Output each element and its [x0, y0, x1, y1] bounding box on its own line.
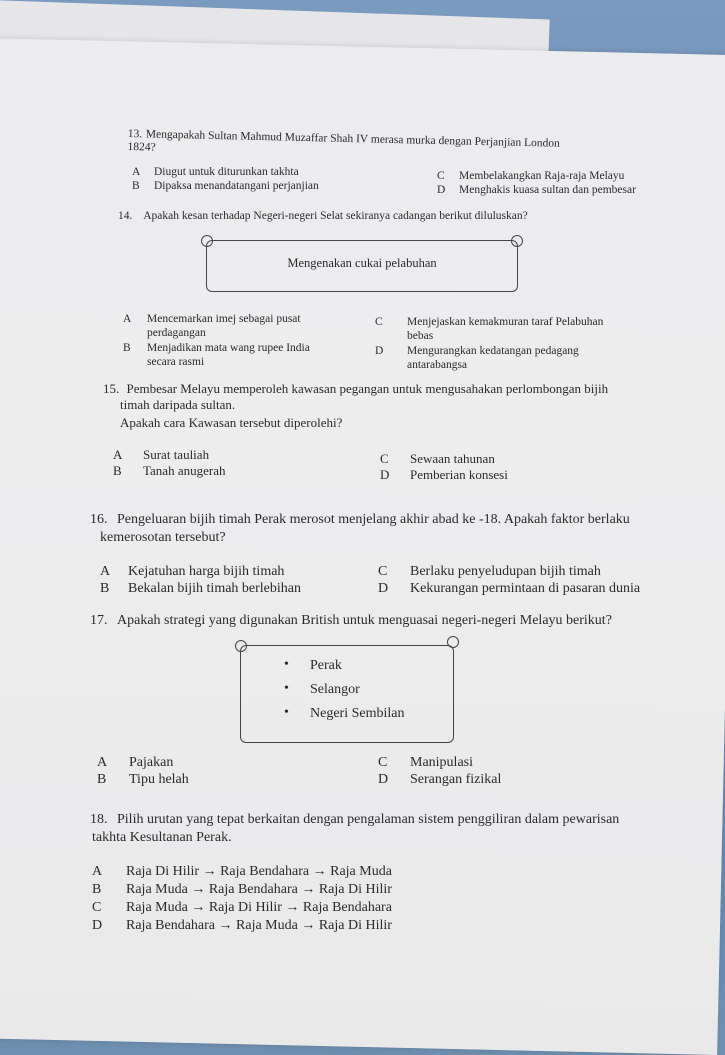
- option-text: Pemberian konsesi: [410, 467, 508, 482]
- state-item-perak: • Perak: [310, 658, 342, 674]
- q16-option-a[interactable]: [100, 564, 284, 581]
- option-text: Raja Di Hilir → Raja Bendahara → Raja Muda: [126, 864, 392, 879]
- option-text: Bekalan bijih timah berlebihan: [128, 581, 302, 596]
- q13-option-a[interactable]: [132, 166, 299, 180]
- question-16-number: 16.: [90, 512, 108, 527]
- option-text-line2: bebas: [407, 329, 434, 342]
- question-14-number: 14.: [118, 210, 133, 222]
- option-letter: B: [132, 180, 140, 192]
- q17-option-a[interactable]: [97, 755, 173, 772]
- q14-scroll-box: [206, 240, 518, 292]
- q13-option-b[interactable]: [132, 180, 319, 194]
- question-13-number: 13.: [127, 127, 143, 141]
- question-18-line2: takhta Kesultanan Perak.: [92, 830, 232, 845]
- state-item-negeri-sembilan: • Negeri Sembilan: [310, 706, 404, 722]
- state-item-selangor: • Selangor: [310, 682, 360, 698]
- question-14-text: Apakah kesan terhadap Negeri-negeri Selat sekiranya cadangan berikut diluluskan?: [143, 210, 528, 222]
- option-letter: D: [375, 345, 384, 357]
- option-text: Manipulasi: [410, 755, 473, 770]
- option-text: Raja Bendahara → Raja Muda → Raja Di Hilir: [126, 918, 392, 933]
- option-letter: C: [92, 900, 102, 915]
- question-13-text-line2: 1824?: [127, 140, 156, 154]
- question-18: [90, 811, 619, 829]
- q14-option-c[interactable]: [375, 316, 603, 344]
- question-18-line1: Pilih urutan yang tepat berkaitan dengan pengalaman sistem penggiliran dalam pewarisan: [117, 812, 620, 827]
- q13-option-c[interactable]: [437, 170, 624, 184]
- option-letter: B: [113, 463, 122, 478]
- option-letter: D: [378, 581, 389, 596]
- question-18-number: 18.: [90, 812, 108, 827]
- option-text: Pajakan: [129, 755, 174, 770]
- q15-option-b[interactable]: [113, 463, 225, 479]
- option-letter: C: [375, 316, 383, 328]
- option-text-line1: Menjejaskan kemakmuran taraf Pelabuhan: [407, 316, 604, 328]
- option-letter: A: [132, 166, 141, 178]
- q16-option-b[interactable]: [100, 581, 301, 598]
- option-text: Surat tauliah: [143, 447, 210, 462]
- option-letter: C: [378, 755, 388, 770]
- question-15-line2: timah daripada sultan.: [120, 397, 236, 412]
- q17-option-d[interactable]: [378, 772, 501, 789]
- option-text-line2: antarabangsa: [407, 358, 468, 371]
- option-text: Diugut untuk diturunkan takhta: [154, 166, 299, 178]
- q17-option-b[interactable]: [97, 772, 189, 789]
- option-letter: A: [113, 447, 123, 462]
- q15-option-c[interactable]: [380, 451, 495, 467]
- option-letter: C: [380, 451, 389, 466]
- option-text: Raja Muda → Raja Di Hilir → Raja Bendahara: [126, 900, 392, 915]
- scroll-curl-icon: [447, 636, 459, 648]
- scroll-curl-icon: [201, 235, 213, 247]
- q18-option-c[interactable]: [92, 900, 392, 917]
- option-text: Kejatuhan harga bijih timah: [128, 564, 285, 579]
- option-letter: B: [92, 882, 102, 897]
- q15-option-d[interactable]: [380, 467, 508, 483]
- option-text-line2: secara rasmi: [147, 355, 205, 368]
- question-13-text-line1: Mengapakah Sultan Mahmud Muzaffar Shah IV merasa murka dengan Perjanjian London: [145, 128, 560, 150]
- question-15-line3: Apakah cara Kawasan tersebut diperolehi?: [120, 415, 343, 430]
- q18-option-b[interactable]: [92, 882, 392, 899]
- q18-option-a[interactable]: [92, 864, 392, 881]
- option-letter: D: [92, 918, 103, 933]
- q14-option-b[interactable]: [123, 342, 310, 370]
- question-16-line1: Pengeluaran bijih timah Perak merosot menjelang akhir abad ke -18. Apakah faktor berlaku: [117, 512, 630, 527]
- question-17: [90, 612, 612, 630]
- question-15: [103, 381, 608, 397]
- option-letter: D: [378, 772, 389, 787]
- q16-option-c[interactable]: [378, 564, 601, 581]
- option-letter: B: [100, 581, 110, 596]
- option-text-line1: Menjadikan mata wang rupee India: [147, 342, 310, 354]
- option-letter: C: [378, 564, 388, 579]
- question-14: [118, 209, 528, 223]
- option-text-line1: Mencemarkan imej sebagai pusat: [147, 313, 301, 325]
- question-17-number: 17.: [90, 613, 108, 628]
- option-text: Berlaku penyeludupan bijih timah: [410, 564, 601, 579]
- option-text: Tanah anugerah: [143, 463, 226, 478]
- option-text-line1: Mengurangkan kedatangan pedagang: [407, 345, 579, 357]
- option-text: Membelakangkan Raja-raja Melayu: [459, 170, 625, 182]
- option-letter: C: [437, 170, 445, 182]
- option-letter: A: [123, 313, 132, 325]
- q18-option-d[interactable]: [92, 918, 392, 935]
- scroll-curl-icon: [511, 235, 523, 247]
- option-text: Serangan fizikal: [410, 772, 502, 787]
- option-letter: A: [92, 864, 103, 879]
- option-letter: B: [97, 772, 107, 787]
- question-17-text: Apakah strategi yang digunakan British untuk menguasai negeri-negeri Melayu berikut?: [117, 613, 612, 628]
- option-letter: D: [437, 184, 446, 196]
- option-text: Kekurangan permintaan di pasaran dunia: [410, 581, 641, 596]
- option-letter: A: [100, 564, 111, 579]
- question-15-number: 15.: [103, 381, 120, 396]
- question-16-line2: kemerosotan tersebut?: [100, 530, 226, 545]
- q14-scroll-text: Mengenakan cukai pelabuhan: [287, 256, 437, 270]
- option-letter: B: [123, 342, 131, 354]
- q14-option-d[interactable]: [375, 345, 579, 373]
- q17-option-c[interactable]: [378, 755, 473, 772]
- option-text: Sewaan tahunan: [410, 451, 495, 466]
- scroll-curl-icon: [235, 640, 247, 652]
- option-text: Tipu helah: [129, 772, 189, 787]
- question-15-line1: Pembesar Melayu memperoleh kawasan pegangan untuk mengusahakan perlombongan bijih: [126, 381, 609, 396]
- question-16: [90, 511, 630, 529]
- option-text: Menghakis kuasa sultan dan pembesar: [459, 184, 636, 196]
- option-letter: D: [380, 467, 390, 482]
- option-text-line2: perdagangan: [147, 326, 206, 339]
- option-letter: A: [97, 755, 108, 770]
- option-text: Dipaksa menandatangani perjanjian: [154, 180, 319, 192]
- q15-option-a[interactable]: [113, 447, 209, 463]
- q16-option-d[interactable]: [378, 581, 640, 598]
- option-text: Raja Muda → Raja Bendahara → Raja Di Hilir: [126, 882, 392, 897]
- q14-option-a[interactable]: [123, 313, 301, 341]
- q13-option-d[interactable]: [437, 184, 636, 198]
